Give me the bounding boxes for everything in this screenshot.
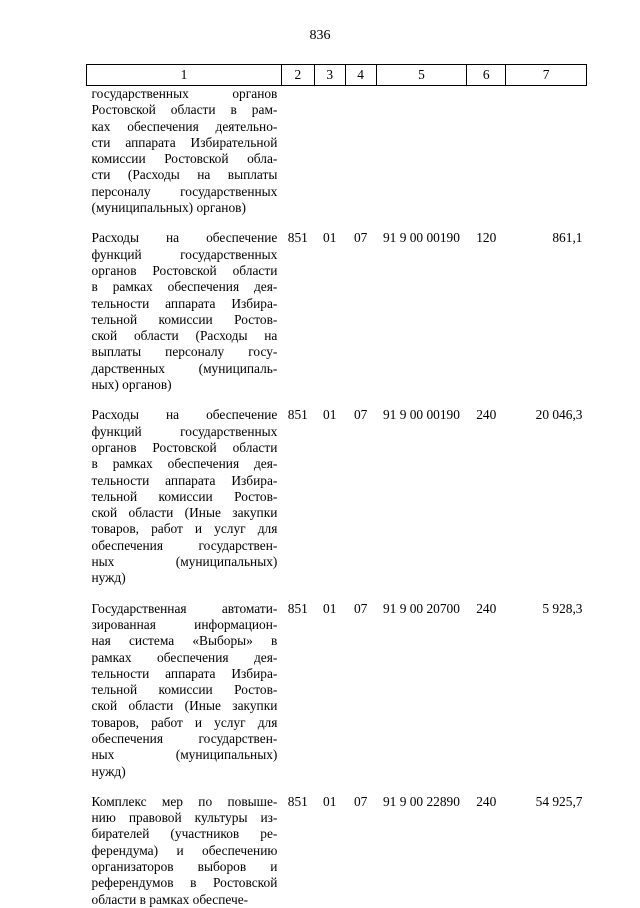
expense-description (87, 794, 282, 908)
table-row (87, 230, 587, 393)
expense-type-code: 240 (476, 600, 497, 616)
row-spacer-cell (87, 393, 587, 407)
expense-description (87, 86, 282, 217)
description-line: области в рамках обеспече- (91, 891, 249, 907)
table-row (87, 601, 587, 780)
description-line: ных (муниципальных) (91, 554, 278, 570)
column-header: 5 (376, 65, 467, 86)
expense-description (87, 407, 282, 586)
description-line: рамках обеспечения дея- (91, 649, 278, 665)
description-line: обеспечения государствен- (91, 537, 278, 553)
description-line: тельности аппарата Избира- (91, 665, 278, 681)
page-number: 836 (309, 28, 331, 43)
description-line: тельности аппарата Избира- (91, 295, 278, 311)
description-line: Ростовской области в рам- (91, 102, 278, 118)
ministry-code (281, 86, 314, 217)
subsection-code: 07 (353, 407, 368, 423)
target-item-code: 91 9 00 22890 (382, 793, 460, 809)
description-line: товаров, работ и услуг для (91, 521, 278, 537)
description-line: бирателей (участников ре- (91, 826, 278, 842)
column-header: 3 (314, 65, 345, 86)
expense-type-code: 240 (476, 793, 497, 809)
section-code: 01 (323, 793, 337, 809)
ministry-code: 851 (287, 600, 308, 616)
column-header: 2 (281, 65, 314, 86)
section-code: 01 (323, 600, 337, 616)
table-row (87, 794, 587, 908)
row-spacer (87, 780, 587, 794)
description-line: в рамках обеспечения дея- (91, 456, 278, 472)
target-item-code: 91 9 00 00190 (382, 230, 460, 246)
description-line: Комплекс мер по повыше- (91, 793, 278, 809)
column-header-row (87, 65, 587, 86)
ministry-code: 851 (287, 230, 308, 246)
expense-type-code: 240 (476, 407, 497, 423)
description-line: организаторов выборов и (91, 859, 278, 875)
section-code (314, 86, 345, 217)
target-item-code: 91 9 00 20700 (382, 600, 460, 616)
row-spacer-cell (87, 216, 587, 230)
description-line: тельной комиссии Ростов- (91, 311, 278, 327)
description-line: тельности аппарата Избира- (91, 472, 278, 488)
description-line: тельной комиссии Ростов- (91, 488, 278, 504)
description-line: выплаты персоналу госу- (91, 344, 278, 360)
description-line: ных (муниципальных) (91, 747, 278, 763)
expense-type-code (467, 86, 506, 217)
ministry-code: 851 (287, 407, 308, 423)
section-code: 01 (323, 230, 337, 246)
target-item-code (376, 86, 467, 217)
description-line: персоналу государственных (91, 183, 278, 199)
column-header: 7 (506, 65, 587, 86)
description-line: органов Ростовской области (91, 262, 278, 278)
description-line: сти аппарата Избирательной (91, 134, 278, 150)
amount: 861,1 (552, 230, 583, 246)
description-line: комиссии Ростовской обла- (91, 151, 278, 167)
budget-table (86, 64, 587, 908)
description-line: органов Ростовской области (91, 439, 278, 455)
section-code: 01 (323, 407, 337, 423)
subsection-code: 07 (353, 230, 368, 246)
subsection-code: 07 (353, 793, 368, 809)
row-spacer (87, 393, 587, 407)
amount: 20 046,3 (535, 407, 583, 423)
amount: 5 928,3 (542, 600, 583, 616)
description-line: нию правовой культуры из- (91, 810, 278, 826)
expense-description (87, 230, 282, 393)
description-line: ферендума) и обеспечению (91, 842, 278, 858)
amount: 54 925,7 (535, 793, 583, 809)
table-row (87, 407, 587, 586)
description-line: дарственных (муниципаль- (91, 360, 278, 376)
description-line: ная система «Выборы» в (91, 633, 278, 649)
description-line: обеспечения государствен- (91, 730, 278, 746)
description-line: сти (Расходы на выплаты (91, 167, 278, 183)
expense-description (87, 601, 282, 780)
description-line: тельной комиссии Ростов- (91, 682, 278, 698)
subsection-code: 07 (353, 600, 368, 616)
description-line: ской области (Иные закупки (91, 698, 278, 714)
subsection-code (345, 86, 376, 217)
table-row (87, 86, 587, 217)
expense-type-code: 120 (476, 230, 497, 246)
description-line: Расходы на обеспечение (91, 407, 278, 423)
row-spacer (87, 216, 587, 230)
description-line: ных) органов) (91, 377, 172, 393)
description-line: зированная информацион- (91, 616, 278, 632)
row-spacer-cell (87, 780, 587, 794)
description-line: функций государственных (91, 423, 278, 439)
description-line: ской области (Иные закупки (91, 505, 278, 521)
description-line: нужд) (91, 570, 126, 586)
description-line: (муниципальных) органов) (91, 200, 246, 216)
column-header: 1 (87, 65, 282, 86)
description-line: в рамках обеспечения дея- (91, 279, 278, 295)
description-line: товаров, работ и услуг для (91, 714, 278, 730)
column-header: 4 (345, 65, 376, 86)
target-item-code: 91 9 00 00190 (382, 407, 460, 423)
row-spacer (87, 587, 587, 601)
description-line: Государственная автомати- (91, 600, 278, 616)
description-line: государственных органов (91, 86, 278, 101)
row-spacer-cell (87, 587, 587, 601)
description-line: референдумов в Ростовской (91, 875, 278, 891)
table-body (87, 86, 587, 908)
column-header: 6 (467, 65, 506, 86)
description-line: ской области (Расходы на (91, 328, 278, 344)
description-line: функций государственных (91, 246, 278, 262)
description-line: ках обеспечения деятельно- (91, 118, 278, 134)
description-line: нужд) (91, 763, 126, 779)
amount (506, 86, 587, 217)
description-line: Расходы на обеспечение (91, 230, 278, 246)
ministry-code: 851 (287, 793, 308, 809)
